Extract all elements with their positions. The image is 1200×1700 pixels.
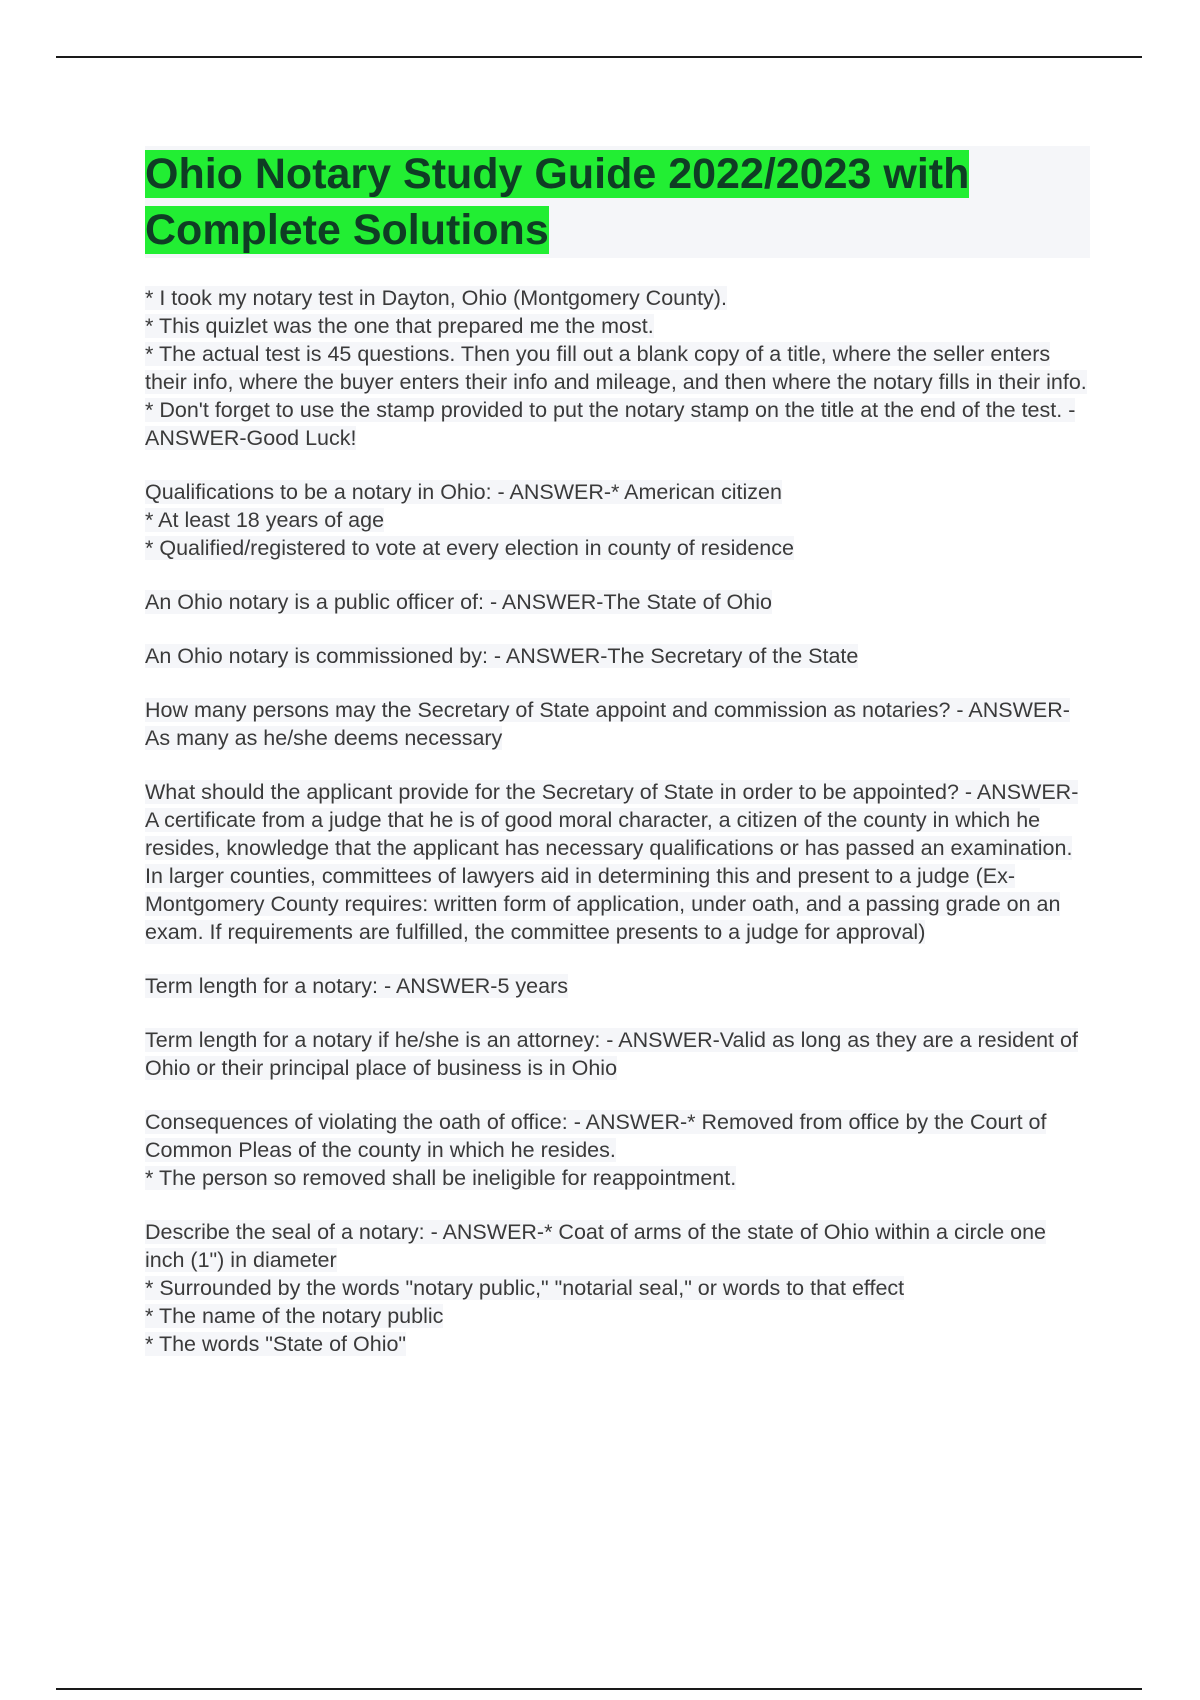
qa-line — [145, 588, 1090, 616]
qa-line — [145, 506, 1090, 534]
qa-line-text: * Don't forget to use the stamp provided to put the notary stamp on the title at the end of the test. - ANSWER-Good Luck! — [145, 398, 1076, 450]
qa-line-text: * Surrounded by the words "notary public," "notarial seal," or words to that effect — [145, 1276, 905, 1300]
qa-block — [145, 478, 1090, 562]
qa-line — [145, 642, 1090, 670]
qa-line-text: Term length for a notary if he/she is an attorney: - ANSWER-Valid as long as they are a resident of Ohio or their principal place of business is in Ohio — [145, 1028, 1078, 1080]
qa-block — [145, 642, 1090, 670]
qa-line-text: Consequences of violating the oath of office: - ANSWER-* Removed from office by the Court of Common Pleas of the county in which he resides. — [145, 1110, 1047, 1162]
qa-line — [145, 1218, 1090, 1274]
qa-block — [145, 1218, 1090, 1358]
qa-line-text: * The name of the notary public — [145, 1304, 444, 1328]
qa-line — [145, 312, 1090, 340]
qa-line — [145, 1108, 1090, 1164]
document-title — [145, 146, 1090, 258]
qa-line-text: * The person so removed shall be ineligible for reappointment. — [145, 1166, 737, 1190]
qa-block — [145, 284, 1090, 452]
qa-line — [145, 534, 1090, 562]
qa-line-text: How many persons may the Secretary of State appoint and commission as notaries? - ANSWER-As many as he/she deems necessary — [145, 698, 1070, 750]
qa-line — [145, 1330, 1090, 1358]
qa-block — [145, 972, 1090, 1000]
document-body — [145, 146, 1090, 1384]
qa-list — [145, 284, 1090, 1358]
qa-line-text: An Ohio notary is commissioned by: - ANSWER-The Secretary of the State — [145, 644, 859, 668]
title-box — [145, 146, 1090, 258]
qa-line-text: An Ohio notary is a public officer of: - ANSWER-The State of Ohio — [145, 590, 772, 614]
qa-line-text: * The actual test is 45 questions. Then you fill out a blank copy of a title, where the seller enters their info, where the buyer enters their info and mileage, and then where the notary fills in their info. — [145, 342, 1087, 394]
qa-line-text: What should the applicant provide for the Secretary of State in order to be appointed? - ANSWER-A certificate from a judge that he is of good moral character, a citizen of the county in which he resides, knowledge that the applicant has necessary qualifications or has passed an examination. In larger counties, committees of lawyers aid in determining this and present to a judge (Ex- Montgomery County requires: written form of application, under oath, and a passing grade on an exam. If requirements are fulfilled, the committee presents to a judge for approval) — [145, 780, 1079, 944]
qa-line-text: * This quizlet was the one that prepared me the most. — [145, 314, 654, 338]
qa-block — [145, 1108, 1090, 1192]
title-highlight: Ohio Notary Study Guide 2022/2023 with Complete Solutions — [145, 150, 970, 254]
qa-line — [145, 284, 1090, 312]
qa-line — [145, 972, 1090, 1000]
qa-line — [145, 1026, 1090, 1082]
qa-line — [145, 396, 1090, 452]
qa-line — [145, 478, 1090, 506]
qa-line — [145, 1274, 1090, 1302]
qa-line-text: * I took my notary test in Dayton, Ohio (Montgomery County). — [145, 286, 727, 310]
qa-line — [145, 778, 1090, 946]
qa-block — [145, 588, 1090, 616]
qa-line — [145, 340, 1090, 396]
qa-line-text: Qualifications to be a notary in Ohio: - ANSWER-* American citizen — [145, 480, 782, 504]
qa-line-text: * At least 18 years of age — [145, 508, 385, 532]
qa-line — [145, 1164, 1090, 1192]
top-rule — [56, 56, 1142, 58]
qa-line-text: * Qualified/registered to vote at every election in county of residence — [145, 536, 794, 560]
qa-line — [145, 696, 1090, 752]
qa-block — [145, 696, 1090, 752]
qa-line-text: Term length for a notary: - ANSWER-5 years — [145, 974, 568, 998]
bottom-rule — [56, 1688, 1142, 1690]
qa-line — [145, 1302, 1090, 1330]
qa-line-text: Describe the seal of a notary: - ANSWER-* Coat of arms of the state of Ohio within a circle one inch (1") in diameter — [145, 1220, 1047, 1272]
qa-line-text: * The words "State of Ohio" — [145, 1332, 407, 1356]
qa-block — [145, 1026, 1090, 1082]
qa-block — [145, 778, 1090, 946]
